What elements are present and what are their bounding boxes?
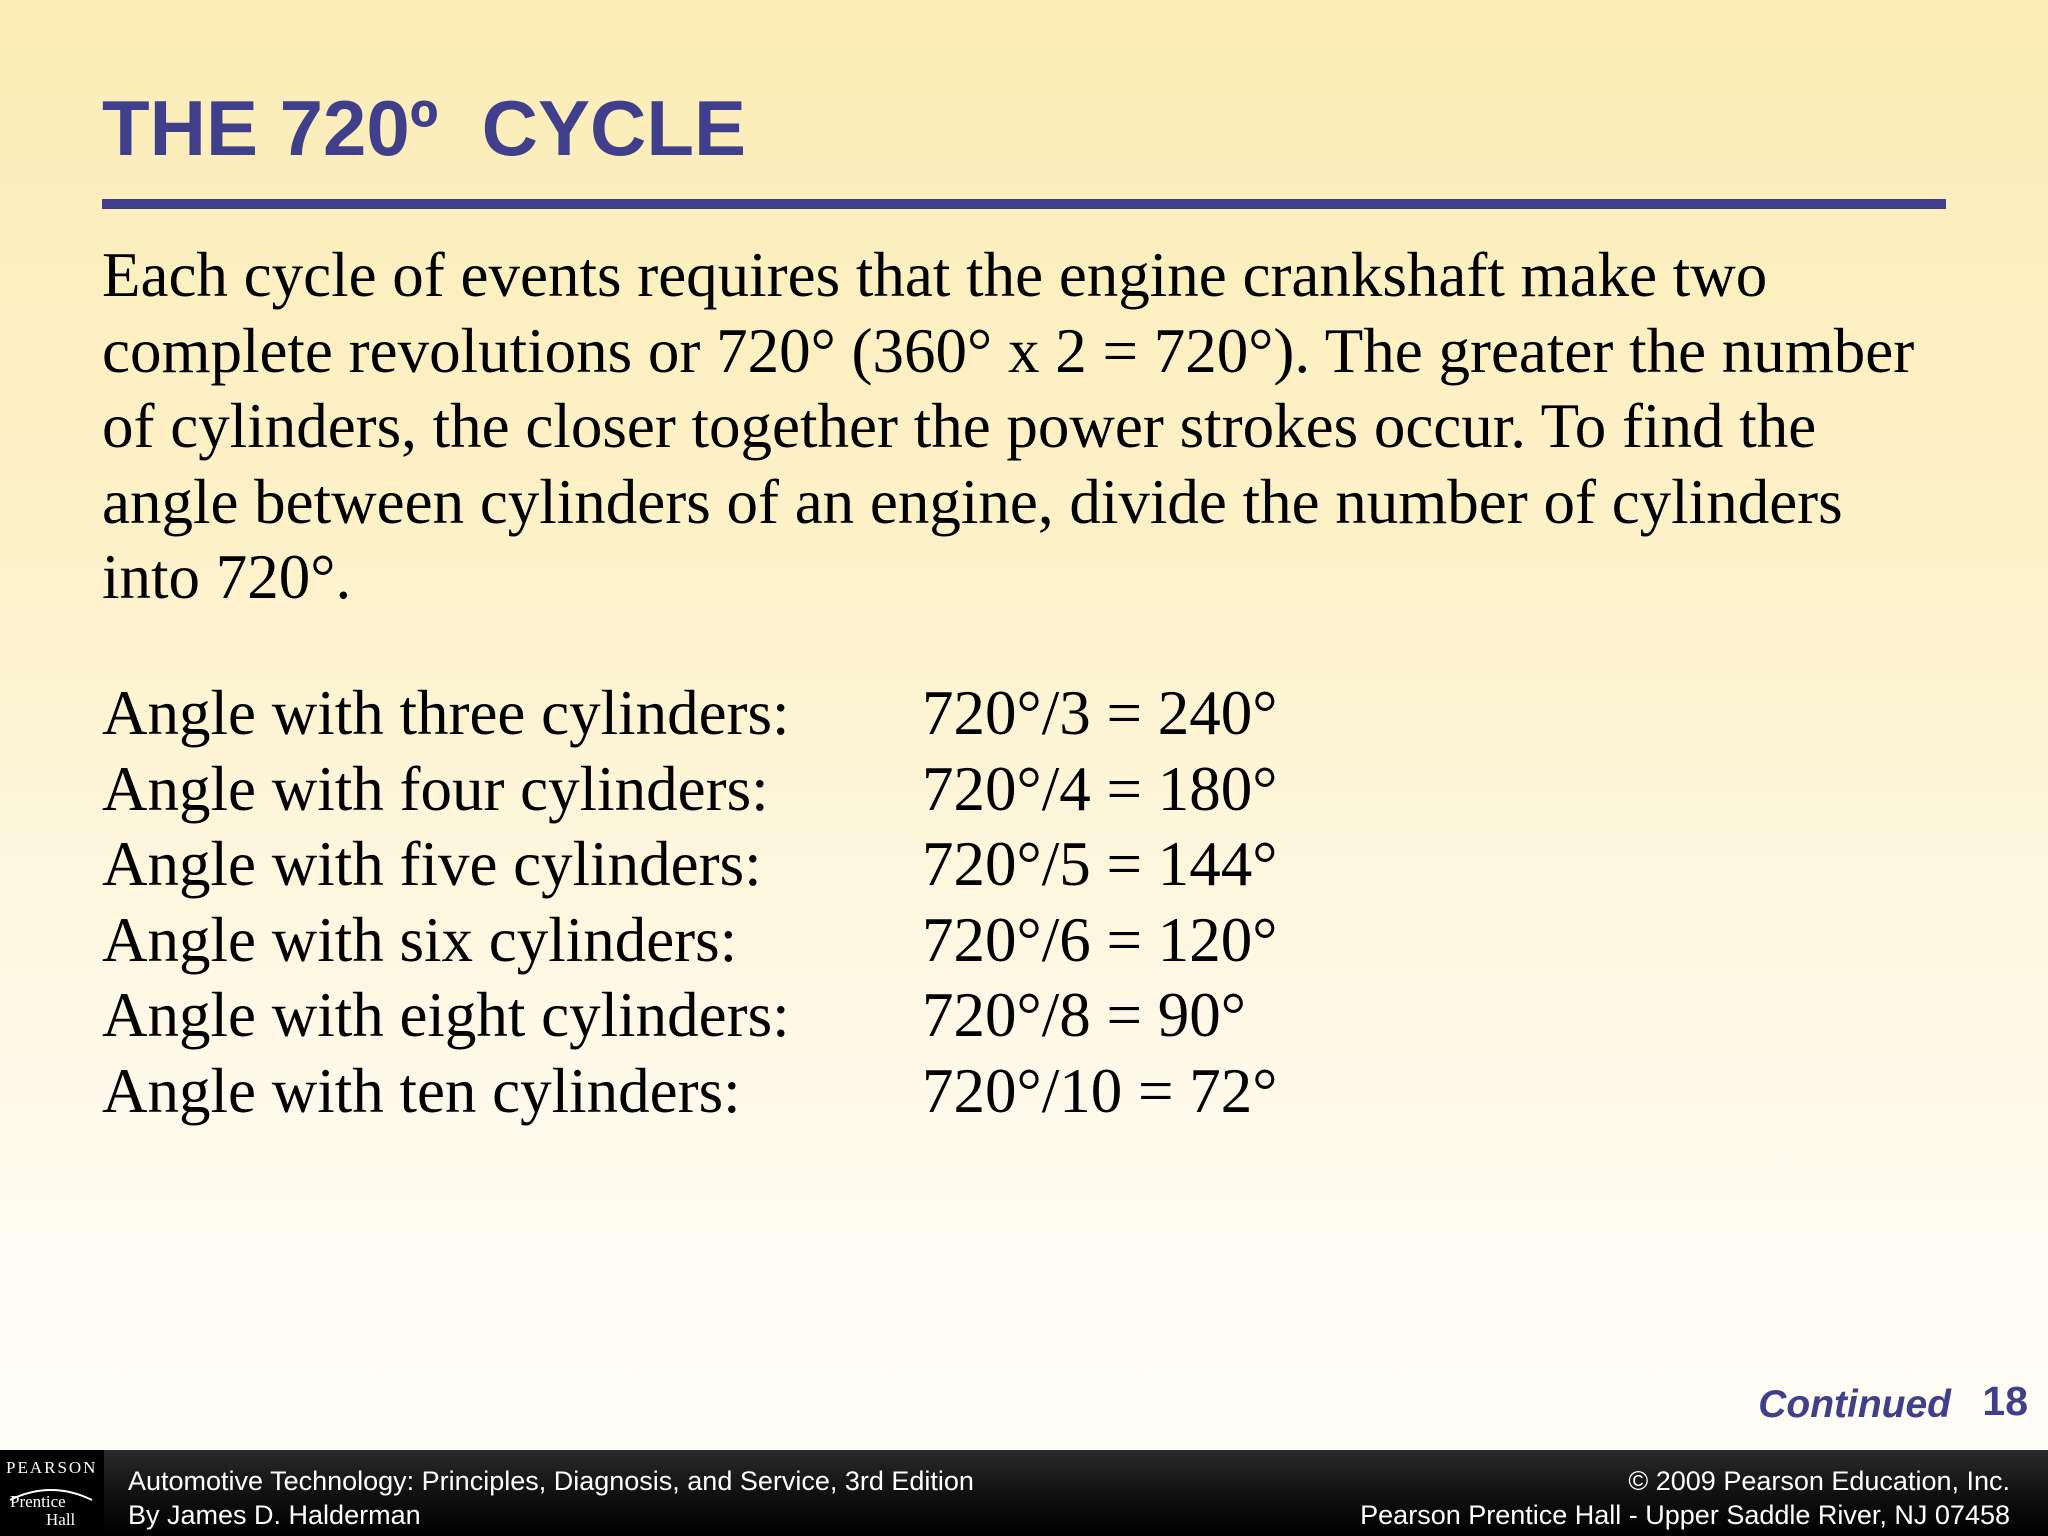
logo-pearson-text: PEARSON <box>6 1458 98 1477</box>
footer-book-title: Automotive Technology: Principles, Diagnosis, and Service, 3rd Edition <box>128 1466 974 1496</box>
slide-body-text: Each cycle of events requires that the engine crankshaft make two complete revolutions or 720° (360° x 2 = 720°). The greater the number of cylinders, the closer together the power strokes occur. To find the angle between cylinders of an engine, divide the number of cylinders into 720°. <box>102 240 1915 612</box>
angle-formula: 720°/3 = 240° <box>922 678 1278 748</box>
title-divider <box>102 199 1946 209</box>
angle-label: Angle with three cylinders: <box>102 678 790 748</box>
footer-bar <box>0 1450 2048 1536</box>
angle-row-five-cylinders <box>102 827 1277 903</box>
cylinder-angle-list <box>102 676 1277 1129</box>
angle-row-ten-cylinders <box>102 1054 1277 1130</box>
logo-prentice-text: Prentice <box>10 1492 66 1511</box>
angle-label: Angle with six cylinders: <box>102 904 738 975</box>
logo-prentice-hall-mark <box>8 1486 94 1532</box>
footer-publisher: Pearson Prentice Hall - Upper Saddle River, NJ 07458 <box>1360 1500 2010 1530</box>
logo-hall-text: Hall <box>46 1510 76 1529</box>
angle-row-eight-cylinders <box>102 978 1277 1054</box>
angle-row-three-cylinders <box>102 676 1277 752</box>
footer-book-info <box>128 1464 974 1532</box>
slide-title: THE 720º CYCLE <box>102 84 746 172</box>
footer-copyright: © 2009 Pearson Education, Inc. <box>1628 1466 2010 1496</box>
angle-formula: 720°/6 = 120° <box>922 904 1278 975</box>
angle-formula: 720°/4 = 180° <box>922 753 1278 824</box>
footer-author: By James D. Halderman <box>128 1500 421 1530</box>
angle-formula: 720°/10 = 72° <box>922 1055 1278 1126</box>
angle-label: Angle with four cylinders: <box>102 753 769 824</box>
page-number: 18 <box>1982 1378 2028 1424</box>
footer-publisher-info <box>1360 1464 2010 1532</box>
angle-label: Angle with eight cylinders: <box>102 980 790 1050</box>
angle-row-six-cylinders <box>102 903 1277 979</box>
angle-formula: 720°/5 = 144° <box>922 829 1278 899</box>
angle-label: Angle with five cylinders: <box>102 829 762 899</box>
pearson-prentice-hall-logo <box>0 1450 104 1536</box>
angle-row-four-cylinders <box>102 752 1277 828</box>
continued-label: Continued <box>1758 1383 1951 1426</box>
angle-formula: 720°/8 = 90° <box>922 980 1246 1050</box>
angle-label: Angle with ten cylinders: <box>102 1055 741 1126</box>
